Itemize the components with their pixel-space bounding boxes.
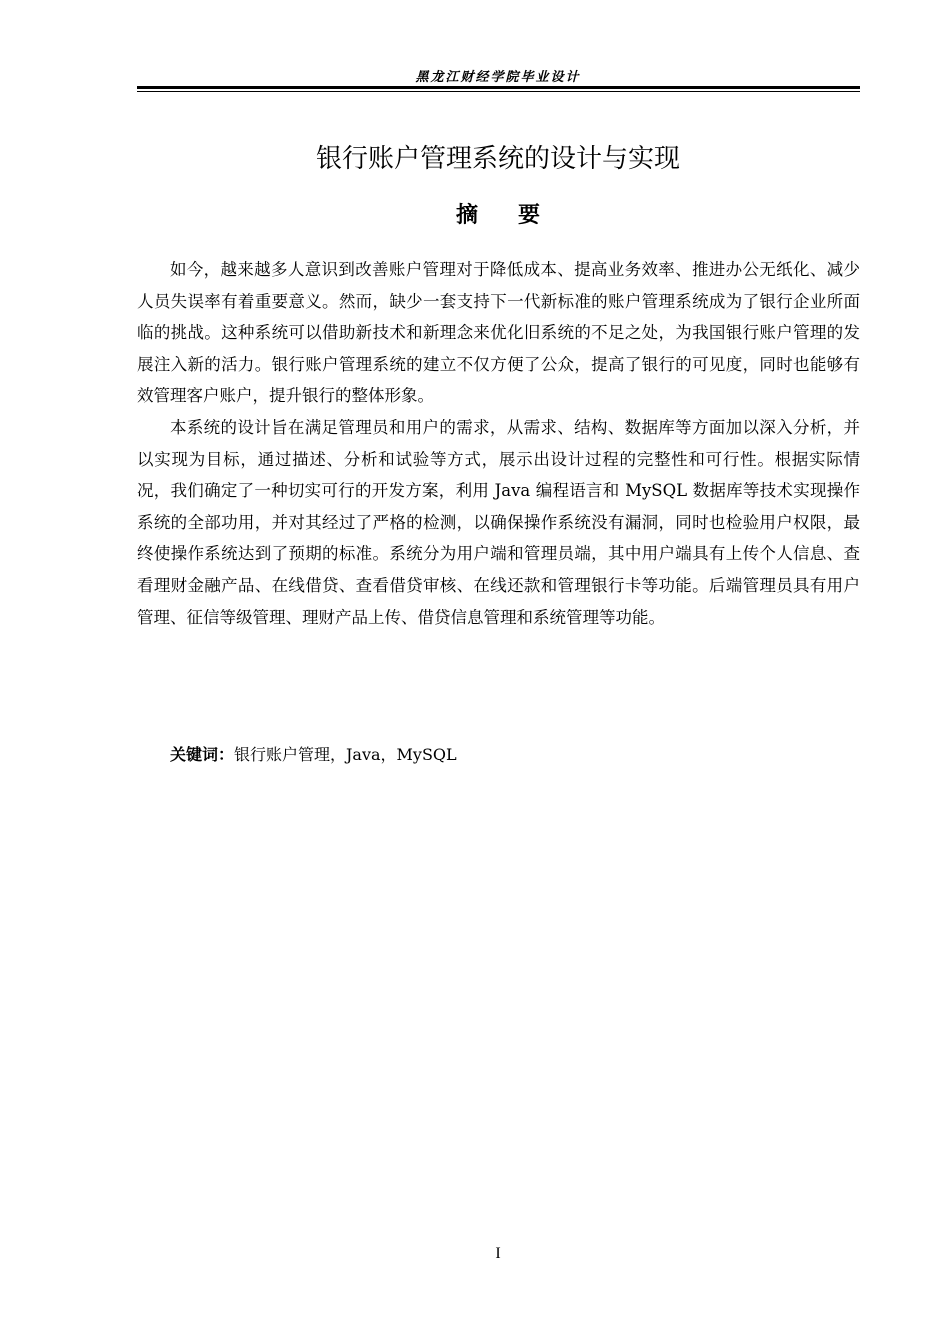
abstract-paragraph: 本系统的设计旨在满足管理员和用户的需求，从需求、结构、数据库等方面加以深入分析，并以实现为目标，通过描述、分析和试验等方式，展示出设计过程的完整性和可行性。根据实际情况，我们确定了一种切实可行的开发方案，利用 Java 编程语言和 MySQL 数据库等技术实现操作系统的全部功用，并对其经过了严格的检测，以确保操作系统没有漏洞，同时也检验用户权限，最终使操作系统达到了预期的标准。系统分为用户端和管理员端，其中用户端具有上传个人信息、查看理财金融产品、在线借贷、查看借贷审核、在线还款和管理银行卡等功能。后端管理员具有用户管理、征信等级管理、理财产品上传、借贷信息管理和系统管理等功能。 [137,417,860,627]
abstract-body [137,254,860,633]
page-header: 黑龙江财经学院毕业设计 [415,70,581,85]
abstract-paragraph: 如今，越来越多人意识到改善账户管理对于降低成本、提高业务效率、推进办公无纸化、减少人员失误率有着重要意义。然而，缺少一套支持下一代新标准的账户管理系统成为了银行企业所面临的挑战。这种系统可以借助新技术和新理念来优化旧系统的不足之处，为我国银行账户管理的发展注入新的活力。银行账户管理系统的建立不仅方便了公众，提高了银行的可见度，同时也能够有效管理客户账户，提升银行的整体形象。 [137,260,860,406]
abstract-heading: 摘要 [455,203,580,228]
header-rule-thick [137,86,860,89]
keywords-line [170,741,457,769]
document-title: 银行账户管理系统的设计与实现 [315,144,680,174]
header-rule-thin [137,91,860,92]
keywords-label: 关键词： [170,745,235,764]
keywords-value: 银行账户管理，Java，MySQL [234,745,457,764]
page-number: I [495,1245,501,1262]
